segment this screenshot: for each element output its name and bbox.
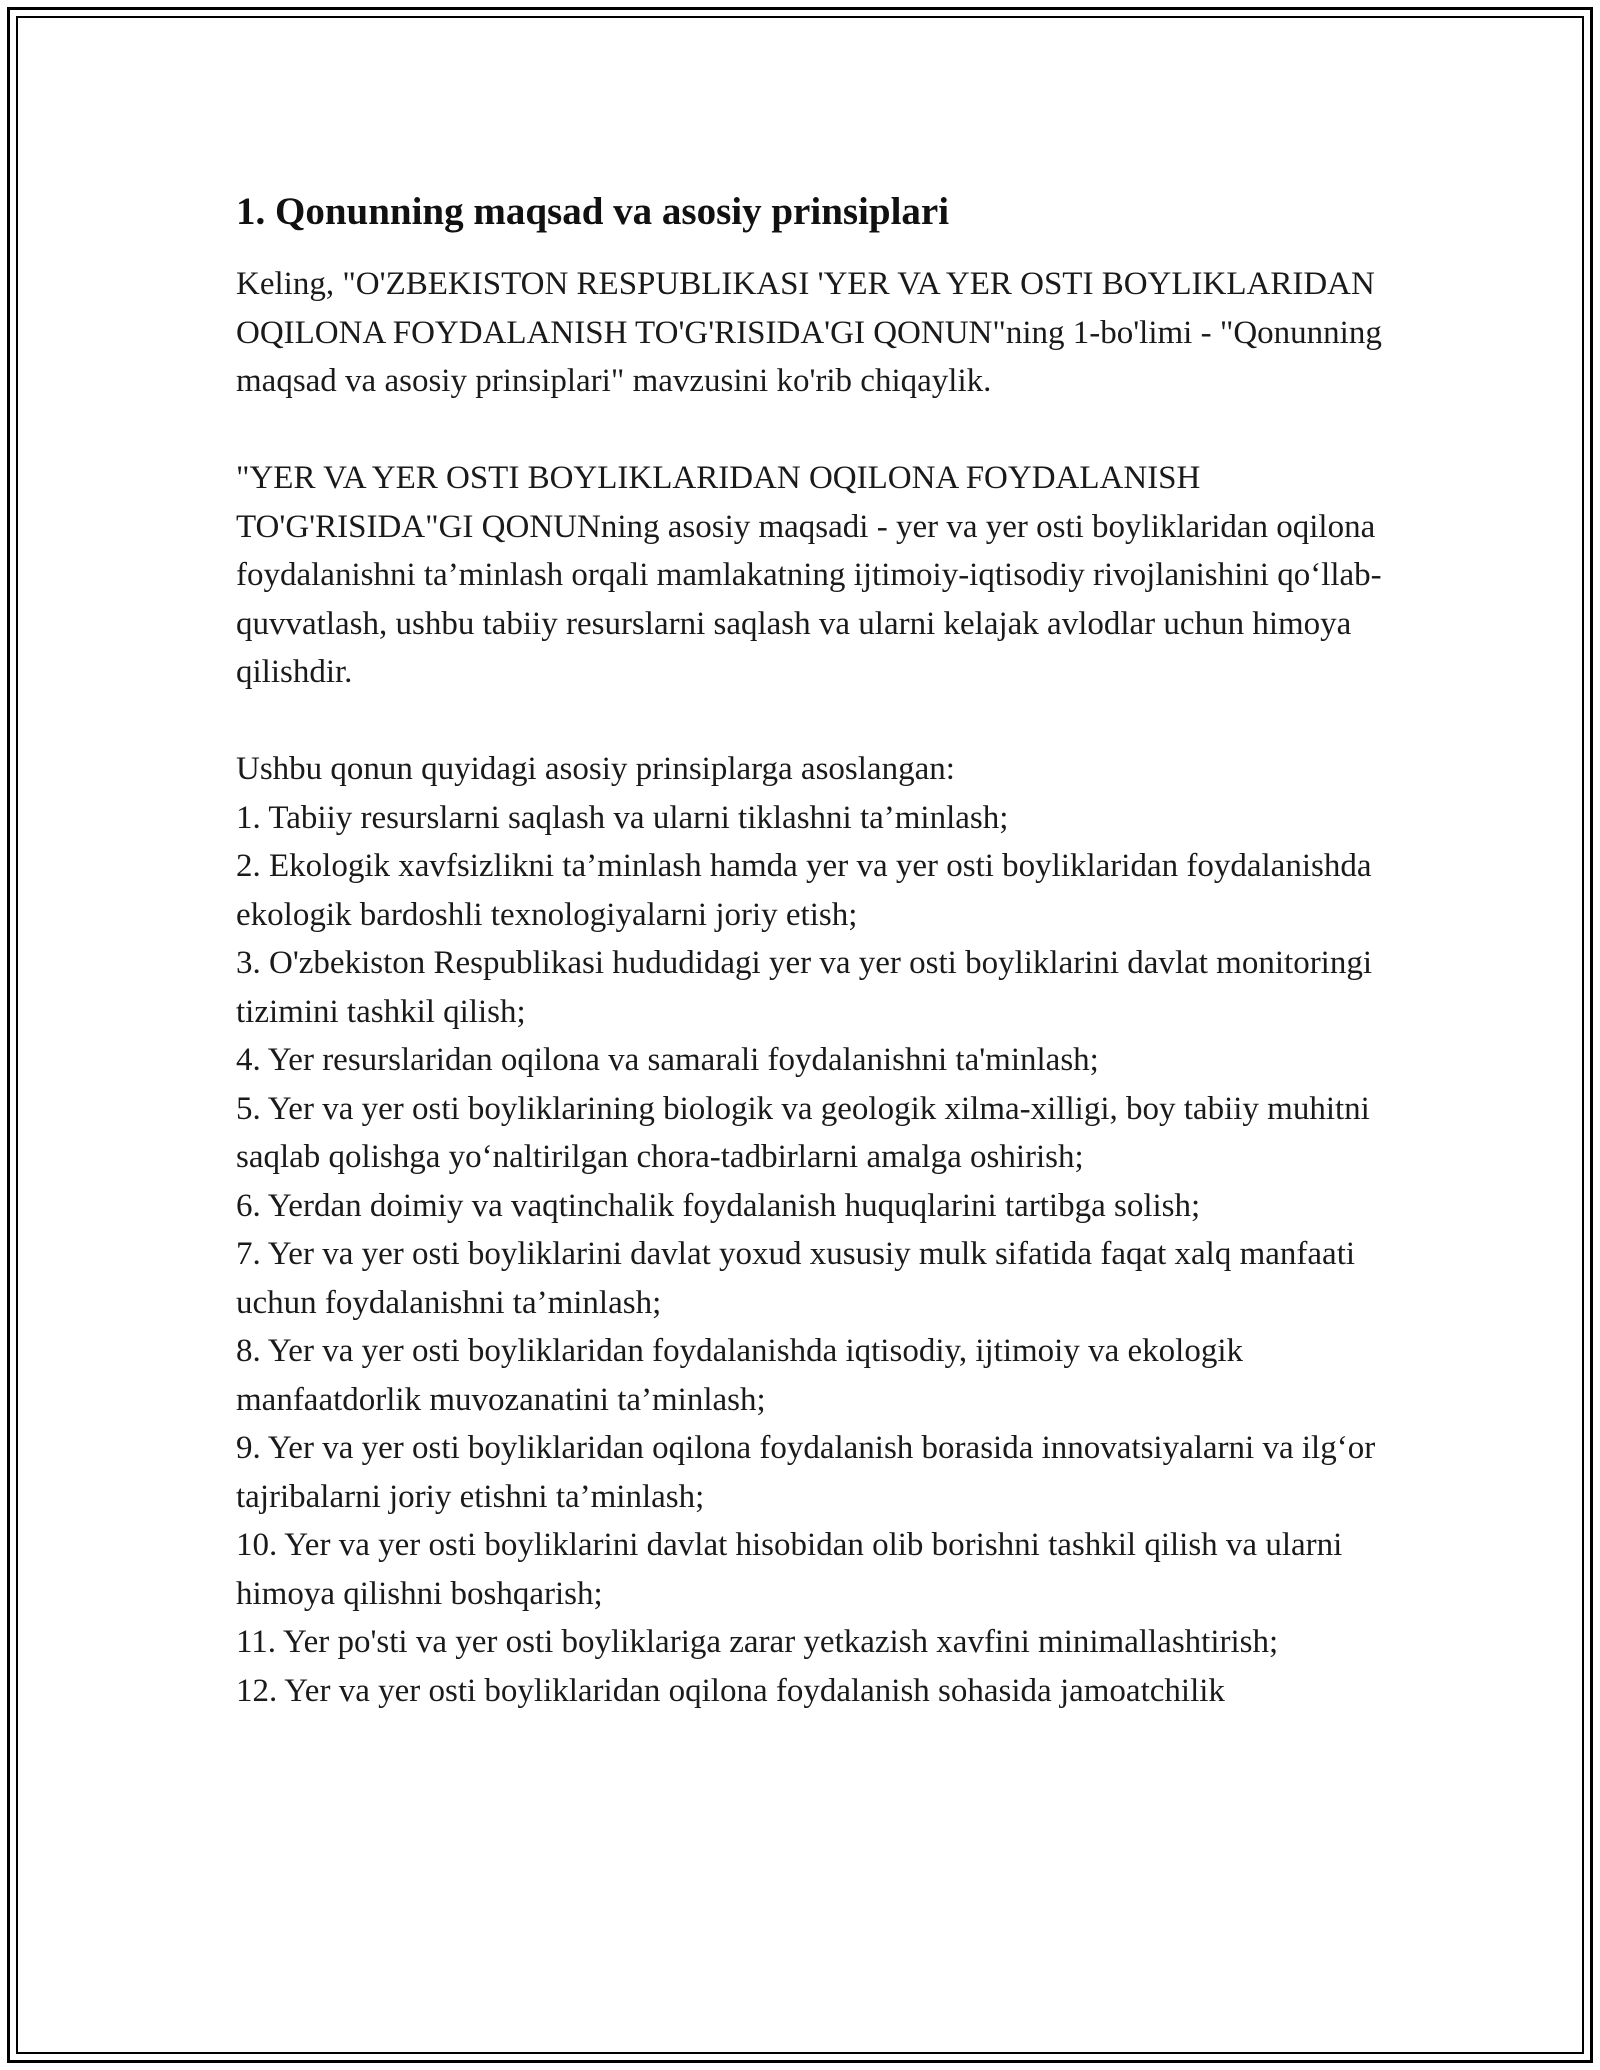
principle-item: 7. Yer va yer osti boyliklarini davlat yoxud xususiy mulk sifatida faqat xalq manfaati uchun foydalanishni ta’minlash; bbox=[236, 1236, 1356, 1321]
principle-item: 3. O'zbekiston Respublikasi hududidagi yer va yer osti boyliklarini davlat monitoringi tizimini tashkil qilish; bbox=[236, 945, 1373, 1030]
document-page bbox=[236, 180, 1396, 1715]
purpose-paragraph: "YER VA YER OSTI BOYLIKLARIDAN OQILONA FOYDALANISH TO'G'RISIDA"GI QONUNning asosiy maqsadi - yer va yer osti boyliklaridan oqilona foydalanishni ta’minlash orqali mamlakatning ijtimoiy-iqtisodiy rivojlanishini qo‘llab-quvvatlash, ushbu tabiiy resurslarni saqlash va ularni kelajak avlodlar uchun himoya qilishdir. bbox=[236, 460, 1382, 690]
section-heading: 1. Qonunning maqsad va asosiy prinsiplari bbox=[236, 190, 950, 233]
principle-item: 11. Yer po'sti va yer osti boyliklariga zarar yetkazish xavfini minimallashtirish; bbox=[236, 1624, 1279, 1660]
principle-item: 5. Yer va yer osti boyliklarining biologik va geologik xilma-xilligi, boy tabiiy muhitni saqlab qolishga yo‘naltirilgan chora-tadbirlarni amalga oshirish; bbox=[236, 1090, 1370, 1175]
principles-intro: Ushbu qonun quyidagi asosiy prinsiplarga asoslangan: bbox=[236, 751, 955, 787]
principle-item: 8. Yer va yer osti boyliklaridan foydalanishda iqtisodiy, ijtimoiy va ekologik manfaatdorlik muvozanatini ta’minlash; bbox=[236, 1333, 1243, 1418]
principles-list bbox=[236, 794, 1396, 1716]
principle-item: 6. Yerdan doimiy va vaqtinchalik foydalanish huquqlarini tartibga solish; bbox=[236, 1187, 1201, 1224]
principle-item: 2. Ekologik xavfsizlikni ta’minlash hamda yer va yer osti boyliklaridan foydalanishda ekologik bardoshli texnologiyalarni joriy etish; bbox=[236, 848, 1372, 933]
principle-item: 9. Yer va yer osti boyliklaridan oqilona foydalanish borasida innovatsiyalarni va ilg‘or tajribalarni joriy etishni ta’minlash; bbox=[236, 1430, 1376, 1515]
principle-item: 10. Yer va yer osti boyliklarini davlat hisobidan olib borishni tashkil qilish va ularni himoya qilishni boshqarish; bbox=[236, 1527, 1343, 1612]
principle-item: 1. Tabiiy resurslarni saqlash va ularni tiklashni ta’minlash; bbox=[236, 799, 1009, 836]
principle-item: 12. Yer va yer osti boyliklaridan oqilona foydalanish sohasida jamoatchilik bbox=[236, 1672, 1225, 1709]
intro-paragraph: Keling, "O'ZBEKISTON RESPUBLIKASI 'YER VA YER OSTI BOYLIKLARIDAN OQILONA FOYDALANISH TO'G'RISIDA'GI QONUN"ning 1-bo'limi - "Qonunning maqsad va asosiy prinsiplari" mavzusini ko'rib chiqaylik. bbox=[236, 266, 1382, 399]
principle-item: 4. Yer resurslaridan oqilona va samarali foydalanishni ta'minlash; bbox=[236, 1042, 1099, 1078]
